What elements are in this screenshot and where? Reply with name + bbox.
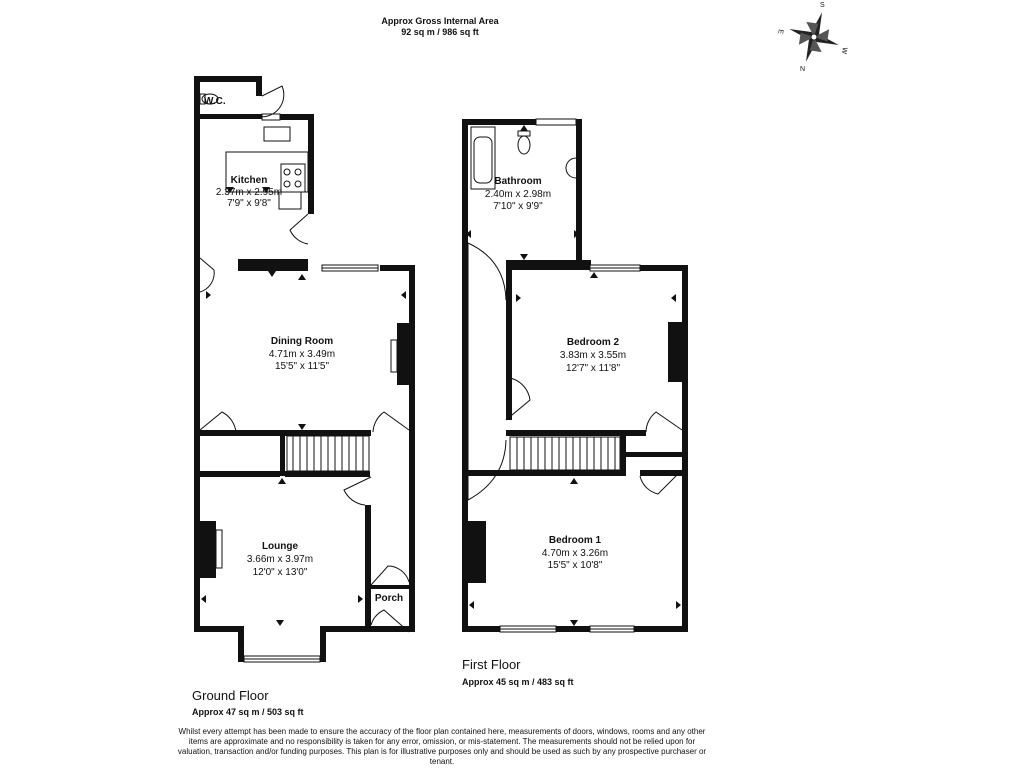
wc-label: W.C.	[204, 96, 226, 107]
first-floor-title: First Floor	[462, 657, 521, 672]
lounge-metric: 3.66m x 3.97m	[246, 554, 314, 565]
gross-area-title: Approx Gross Internal Area	[381, 16, 499, 26]
bedroom-1-metric: 4.70m x 3.26m	[541, 548, 609, 559]
dining-room-metric: 4.71m x 3.49m	[268, 349, 336, 360]
bathroom-label: Bathroom	[494, 176, 542, 187]
bedroom-2-label: Bedroom 2	[566, 337, 620, 348]
bedroom-1-label: Bedroom 1	[548, 535, 602, 546]
first-floor-area: Approx 45 sq m / 483 sq ft	[462, 677, 574, 687]
bedroom-1-imperial: 15'5" x 10'8"	[547, 560, 603, 571]
kitchen-label: Kitchen	[230, 175, 268, 186]
lounge-imperial: 12'0" x 13'0"	[252, 567, 308, 578]
disclaimer-text: Whilst every attempt has been made to ensure the accuracy of the floor plan contained here, measurements of doors, windows, rooms and any other items are approximate and no responsibility is taken for any error, omission, or mis-statement. The measurements should not be relied upon for valuation, transaction and/or funding purposes. This plan is for illustrative purposes only and should be used as such by any prospective purchaser or tenant.	[177, 727, 707, 766]
bedroom-2-imperial: 12'7" x 11'8"	[565, 363, 621, 374]
ground-floor-stairs	[287, 436, 369, 471]
kitchen-imperial: 7'9" x 9'8"	[227, 198, 271, 209]
compass-rose-icon	[781, 4, 847, 70]
compass-letter-e: E	[776, 28, 784, 35]
compass-letter-w: W	[839, 46, 848, 55]
gross-area-value: 92 sq m / 986 sq ft	[401, 27, 479, 37]
first-floor-stairs	[510, 437, 620, 470]
ground-floor-area: Approx 47 sq m / 503 sq ft	[192, 707, 304, 717]
bathroom-metric: 2.40m x 2.98m	[484, 189, 552, 200]
room-labels	[204, 96, 626, 604]
ground-floor-title: Ground Floor	[192, 688, 269, 703]
compass-letter-n: N	[800, 66, 806, 73]
porch-label: Porch	[374, 593, 404, 604]
bedroom-2-metric: 3.83m x 3.55m	[559, 350, 627, 361]
kitchen-metric: 2.37m x 2.95m	[215, 187, 283, 198]
compass-letter-s: S	[820, 2, 825, 9]
dining-room-label: Dining Room	[270, 336, 334, 347]
lounge-label: Lounge	[261, 541, 299, 552]
dining-room-imperial: 15'5" x 11'5"	[274, 361, 330, 372]
bathroom-imperial: 7'10" x 9'9"	[493, 201, 543, 212]
